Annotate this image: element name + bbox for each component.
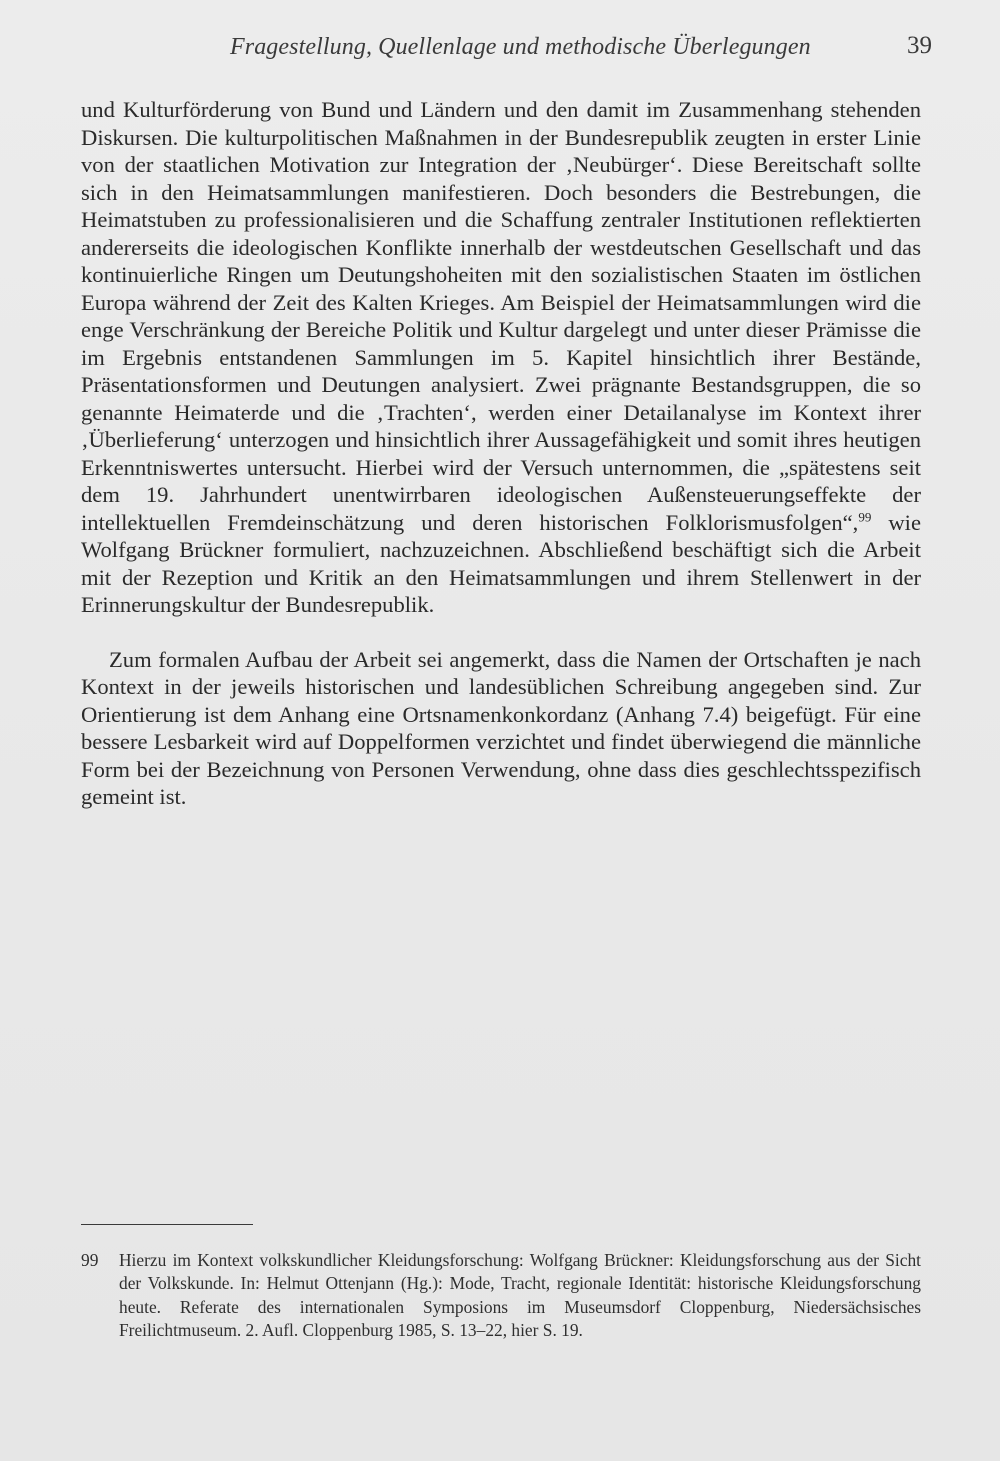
paragraph-1-text: und Kulturförderung von Bund und Ländern und den damit im Zusammenhang stehenden Diskursen. Die kulturpolitischen Maßnahmen in der Bundesrepublik zeugten in erster Linie von der staatlichen Motivation zur Integration der ‚Neubürger‘. Diese Bereitschaft sollte sich in den Heimatsammlungen manifestieren. Doch besonders die Bestrebungen, die Heimatstuben zu professionalisieren und die Schaffung zentraler Institutionen reflektierten andererseits die ideologischen Konflikte innerhalb der westdeutschen Gesellschaft und das kontinuierliche Ringen um Deutungshoheiten mit den sozialistischen Staaten im östlichen Europa während der Zeit des Kalten Krieges. Am Beispiel der Heimatsammlungen wird die enge Verschränkung der Bereiche Politik und Kultur dargelegt und unter dieser Prämisse die im Ergebnis entstandenen Sammlungen im 5. Kapitel hinsichtlich ihrer Bestände, Präsentationsformen und Deutungen analysiert. Zwei prägnante Bestandsgruppen, die so genannte Heimaterde und die ‚Trachten‘, werden einer Detailanalyse im Kontext ihrer ‚Überlieferung‘ unterzogen und hinsichtlich ihrer Aussagefähigkeit und somit ihres heutigen Erkenntniswertes untersucht. Hierbei wird der Versuch unternommen, die „spätestens seit dem 19. Jahrhundert unentwirrbaren ideologischen Außensteuerungseffekte der intellektuellen Fremdeinschätzung und deren historischen Folklorismusfolgen“, bbox=[81, 97, 921, 535]
paragraph-1-text-continued: wie Wolfgang Brückner formuliert, nachzuzeichnen. Abschließend beschäftigt sich die Arbeit mit der Rezeption und Kritik an den Heimatsammlungen und ihrem Stellenwert in der Erinnerungskultur der Bundesrepublik. bbox=[81, 509, 921, 617]
footnote-divider bbox=[81, 1224, 253, 1225]
footnote-text: Hierzu im Kontext volkskundlicher Kleidungsforschung: Wolfgang Brückner: Kleidungsforschung aus der Sicht der Volkskunde. In: Helmut Ottenjann (Hg.): Mode, Tracht, regionale Identität: historische Kleidungsforschung heute. Referate des internationalen Symposions im Museumsdorf Cloppenburg, Niedersächsisches Freilichtmuseum. 2. Aufl. Cloppenburg 1985, S. 13–22, hier S. 19. bbox=[119, 1250, 921, 1340]
paragraph-1 bbox=[81, 96, 921, 619]
paragraph-2: Zum formalen Aufbau der Arbeit sei angemerkt, dass die Namen der Ortschaften je nach Kontext in der jeweils historischen und landesüblichen Schreibung angegeben sind. Zur Orientierung ist dem Anhang eine Ortsnamenkonkordanz (Anhang 7.4) beigefügt. Für eine bessere Lesbarkeit wird auf Doppelformen verzichtet und findet überwiegend die männliche Form bei der Bezeichnung von Personen Verwendung, ohne dass dies geschlechtsspezifisch gemeint ist. bbox=[81, 646, 921, 809]
footnote bbox=[81, 1249, 921, 1342]
running-title: Fragestellung, Quellenlage und methodische Überlegungen bbox=[230, 34, 811, 60]
footnote-number: 99 bbox=[81, 1250, 99, 1270]
body-text bbox=[81, 96, 921, 811]
footnote-reference: 99 bbox=[858, 508, 872, 524]
page-number: 39 bbox=[907, 32, 932, 59]
running-head bbox=[80, 30, 932, 66]
